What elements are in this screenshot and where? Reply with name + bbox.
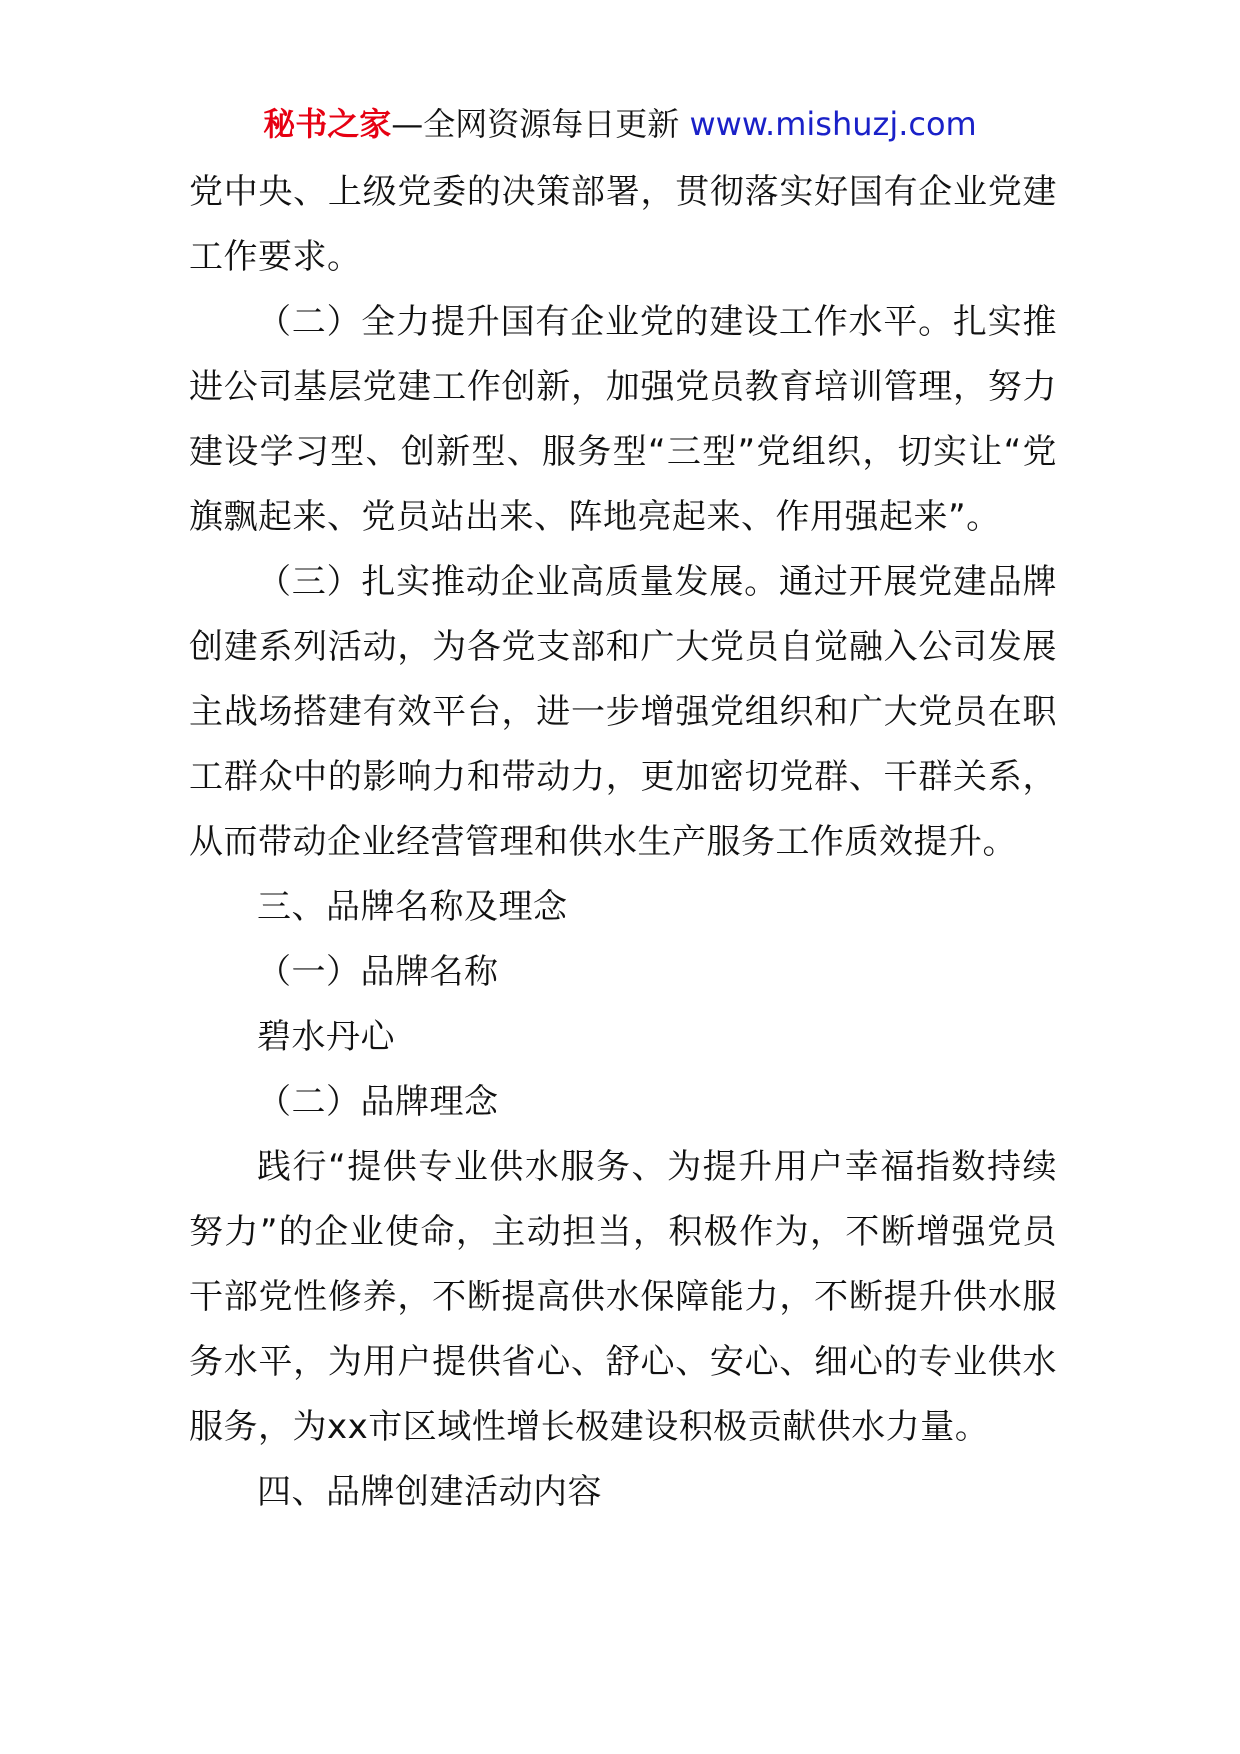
subheading-brand-concept: （二）品牌理念 <box>257 1082 499 1122</box>
header-tagline: —全网资源每日更新 <box>391 105 690 143</box>
brand-name-value: 碧水丹心 <box>257 1017 395 1057</box>
paragraph-continuation: 党中央、上级党委的决策部署，贯彻落实好国有企业党建工作要求。 <box>189 172 1057 277</box>
paragraph-brand-concept: 践行“提供专业供水服务、为提升用户幸福指数持续努力”的企业使命，主动担当，积极作为，不断增强党员干部党性修养，不断提高供水保障能力，不断提升供水服务水平，为用户提供省心、舒心、安心、细心的专业供水服务，为xx市区域性增长极建设积极贡献供水力量。 <box>189 1147 1057 1447</box>
section-heading-3: 三、品牌名称及理念 <box>257 887 568 927</box>
paragraph-objective-2: （二）全力提升国有企业党的建设工作水平。扎实推进公司基层党建工作创新，加强党员教育培训管理，努力建设学习型、创新型、服务型“三型”党组织，切实让“党旗飘起来、党员站出来、阵地亮起来、作用强起来”。 <box>189 302 1057 537</box>
paragraph-objective-3: （三）扎实推动企业高质量发展。通过开展党建品牌创建系列活动，为各党支部和广大党员自觉融入公司发展主战场搭建有效平台，进一步增强党组织和广大党员在职工群众中的影响力和带动力，更加密切党群、干群关系，从而带动企业经营管理和供水生产服务工作质效提升。 <box>189 562 1057 862</box>
document-body <box>189 160 1057 1525</box>
section-heading-4: 四、品牌创建活动内容 <box>257 1472 602 1512</box>
subheading-brand-name: （一）品牌名称 <box>257 952 499 992</box>
brand-name: 秘书之家 <box>263 105 392 143</box>
site-url-link[interactable]: www.mishuzj.com <box>689 105 977 143</box>
page-header <box>0 102 1240 146</box>
